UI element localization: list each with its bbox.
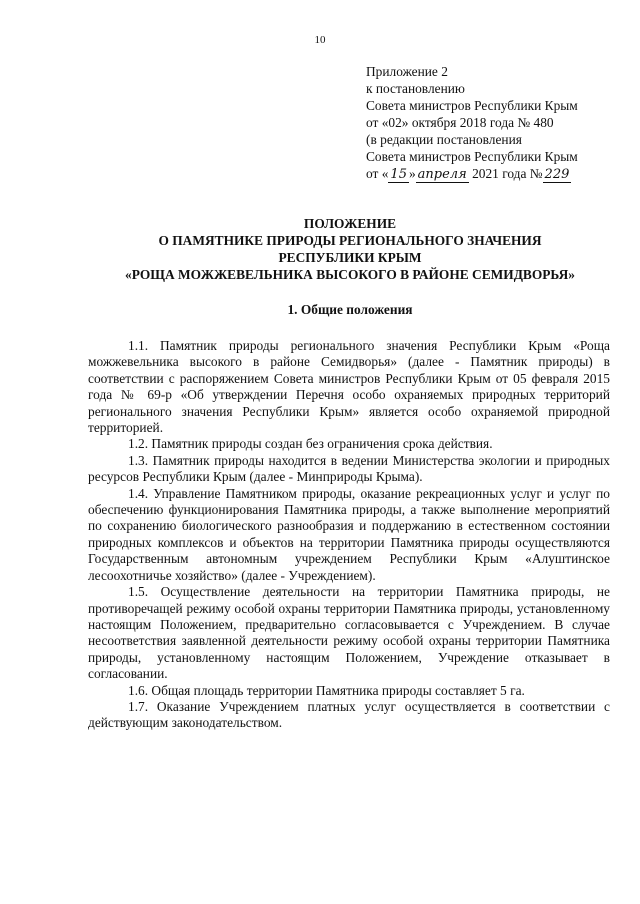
paragraph: 1.4. Управление Памятником природы, оказание рекреационных услуг и услуг по обеспечению функционирования Памятника природы, а также выполнение мероприятий по сохранению биологического разнообразия и поддержанию в естественном состоянии природных комплексов и объектов на территории Памятника природы осуществляются Государственным автономным учреждением Республики Крым «Алуштинское лесоохотничье хозяйство» (далее - Учреждением). (88, 485, 610, 583)
title-line: «РОЩА МОЖЖЕВЕЛЬНИКА ВЫСОКОГО В РАЙОНЕ СЕМИДВОРЬЯ» (125, 267, 575, 282)
paragraph: 1.5. Осуществление деятельности на территории Памятника природы, не противоречащей режиму особой охраны территории Памятника природы, установленному настоящим Положением, предварительно согласовывается с Учреждением. В случае несоответствия заявленной деятельности режиму особой охраны территории Памятника природы, установленному настоящим Положением, Учреждение отказывает в согласовании. (88, 584, 610, 682)
handwritten-day: 15 (390, 167, 407, 182)
handwritten-number: 229 (544, 167, 570, 182)
title-line: РЕСПУБЛИКИ КРЫМ (278, 250, 422, 265)
appendix-header (366, 63, 626, 183)
amendment-year: 2021 года № (472, 166, 543, 181)
appendix-line: (в редакции постановления (366, 132, 522, 147)
title-line: О ПАМЯТНИКЕ ПРИРОДЫ РЕГИОНАЛЬНОГО ЗНАЧЕНИЯ (158, 233, 542, 248)
paragraph: 1.3. Памятник природы находится в ведении Министерства экологии и природных ресурсов Республики Крым (далее - Минприроды Крыма). (88, 452, 610, 485)
appendix-amendment-line (366, 165, 626, 183)
appendix-line: от «02» октября 2018 года № 480 (366, 115, 554, 130)
section-heading: 1. Общие положения (287, 302, 413, 317)
appendix-line: к постановлению (366, 81, 465, 96)
paragraph: 1.2. Памятник природы создан без ограничения срока действия. (128, 436, 493, 452)
handwritten-month: апреля (417, 167, 467, 182)
appendix-line: Совета министров Республики Крым (366, 149, 578, 164)
paragraph: 1.6. Общая площадь территории Памятника природы составляет 5 га. (128, 682, 525, 698)
title-line: ПОЛОЖЕНИЕ (303, 216, 397, 231)
amendment-prefix: от « (366, 166, 389, 181)
page-number: 10 (314, 34, 326, 46)
paragraph: 1.7. Оказание Учреждением платных услуг осуществляется в соответствии с действующим законодательством. (88, 698, 610, 731)
document-title (60, 215, 640, 283)
appendix-line: Приложение 2 (366, 64, 448, 79)
amendment-mid: » (408, 166, 416, 181)
section-body (88, 338, 610, 732)
appendix-line: Совета министров Республики Крым (366, 98, 578, 113)
paragraph: 1.1. Памятник природы регионального значения Республики Крым «Роща можжевельника высокого в районе Семидворья» (далее - Памятник природы) в соответствии с распоряжением Совета министров Республики Крым от 05 февраля 2015 года № 69-р «Об утверждении Перечня особо охраняемых природных территорий регионального значения Республики Крым» является особо охраняемой природной территорией. (88, 338, 610, 436)
